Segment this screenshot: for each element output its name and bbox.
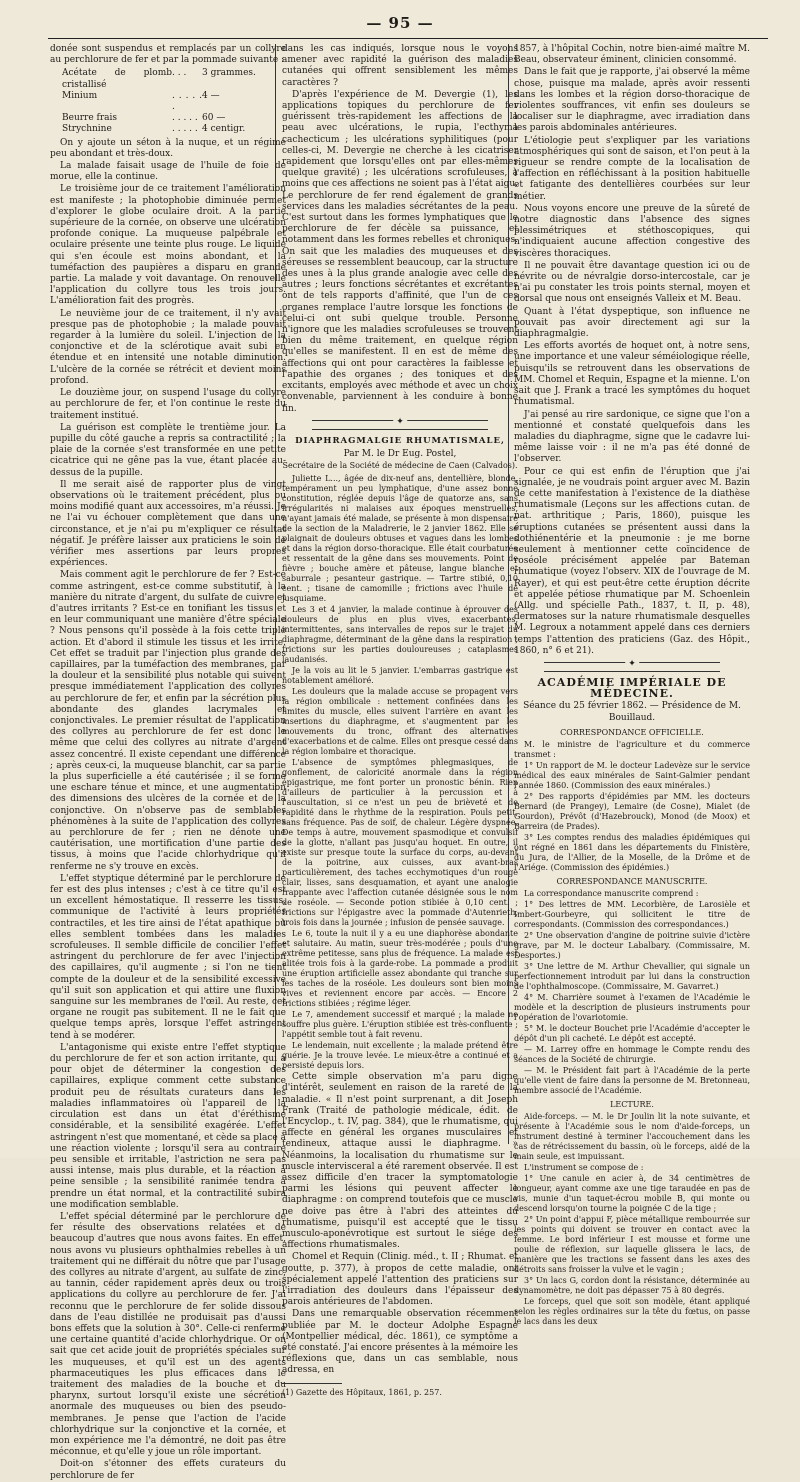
paragraph: Les efforts avortés de hoquet ont, à notre sens, une importance et une valeur séméiologique réelle, puisqu'ils se retrouvent dans les observations de MM. Chomel et Requin, Espagne et la mienne. L'on sait que J. Frank a tracé les symptômes du hoquet rhumatismal. bbox=[514, 341, 750, 408]
paragraph: dans les cas indiqués, lorsque nous le voyons amener avec rapidité la guérison des maladies cutanées qui offrent sensiblement les mêmes caractères ? bbox=[282, 44, 518, 88]
paragraph: 2° Une observation d'angine de poitrine suivie d'ictère grave, par M. le docteur Labalbary. (Commissaire, M. Desportes.) bbox=[514, 931, 750, 961]
column-2 bbox=[282, 44, 519, 1397]
paragraph: Le 7, amendement successif et marqué ; la malade ne souffre plus guère. L'éruption stibiée est très-confluente ; l'appétit semble tout à fait revenu. bbox=[282, 1010, 518, 1040]
paragraph: L'effet spécial déterminé par le perchlorure de fer résulte des observations relatées et de beaucoup d'autres que nous avons faites. En effet, nous avons vu plusieurs ophthalmies rebelles à un traitement qui ne différait du nôtre que par l'usage des collyres au nitrate d'argent, au sulfate de zinc, au tannin, céder rapidement après deux ou trois applications du collyre au perchlorure de fer. J'ai reconnu que le perchlorure de fer solide dissous dans de l'eau distillée ne produisait pas d'aussi bons effets que la solution à 30°. Celle-ci renferme une certaine quantité d'acide chlorhydrique. Or on sait que cet acide jouit de propriétés spéciales sur les muqueuses, et qu'il est un des agents pharmaceutiques les plus efficaces dans le traitement des maladies de la bouche et du pharynx, surtout lorsqu'il existe une sécrétion anormale des muqueuses ou bien des pseudo-membranes. Je pense que l'action de l'acide chlorhydrique sur la conjonctive et la cornée, et mon expérience me l'a démontré, ne doit pas être méconnue, et qu'elle y joue un rôle important. bbox=[50, 1211, 286, 1458]
paragraph: L'antagonisme qui existe entre l'effet styptique du perchlorure de fer et son action irritante, qui a pour objet de déterminer la congestion des capillaires, explique comment cette substance produit peu de résultats curateurs dans les maladies inflammatoires où l'appareil de la circulation est dans un état d'éréthisme considérable, et la sensibilité exagérée. L'effet astringent n'est que momentané, et cède sa place à une réaction violente ; lorsqu'il sera au contraire peu sensible et irritable, l'astriction ne sera pas aussi intense, mais plus durable, et la réaction à peine sensible ; la sensibilité ranimée tendra à prendre un état normal, et la contractilité subira une modification semblable. bbox=[50, 1042, 286, 1210]
paragraph: Il ne pouvait être davantage question ici ou de névrite ou de névralgie dorso-intercostale, car je n'ai pu constater les trois points sternal, moyen et dorsal que nous ont enseignés Valleix et M. Beau. bbox=[514, 260, 750, 305]
paragraph: La malade faisait usage de l'huile de foie de morue, elle la continue. bbox=[50, 161, 286, 183]
paragraph: La guérison est complète le trentième jour. La pupille du côté gauche a repris sa contractilité ; la plaie de la cornée s'est transformée en une petite cicatrice qui ne gêne pas la vue, étant placée au-dessus de la pupille. bbox=[50, 422, 286, 478]
paragraph: Chomel et Requin (Clinig. méd., t. II ; Rhumat. et goutte, p. 377), à propos de cette maladie, ont spécialement appelé l'attention des praticiens sur l'irradiation des douleurs dans l'épaisseur des parois antérieures de l'abdomen. bbox=[282, 1252, 518, 1308]
paragraph: 2° Un point d'appui F, pièce métallique rembourrée sur les points qui doivent se trouver en contact avec la femme. Le bord inférieur I est mousse et forme une poulie de réflexion, sur laquelle glissera le lacs, de manière que les tractions se fassent dans les axes des détroits sans froisser la vulve et le vagin ; bbox=[514, 1215, 750, 1275]
paragraph: D'après l'expérience de M. Devergie (1), les applications topiques du perchlorure de fer guérissent très-rapidement les affections de la peau avec ulcérations, le rupia, l'ecthyma cachecticum ; les ulcérations syphilitiques (pour celles-ci, M. Devergie ne cherche à les cicatriser rapidement que lorsqu'elles ont par elles-mêmes quelque gravité) ; les ulcérations scrofuleuses, à moins que ces affections ne soient pas à l'état aigu. Le perchlorure de fer rend également de grands services dans les maladies sécrétantes de la peau. C'est surtout dans les formes lymphatiques que le perchlorure de fer décèle sa puissance, et notamment dans les formes rebelles et chroniques. On sait que les maladies des muqueuses et des séreuses se ressemblent beaucoup, car la structure des unes à la plus grande analogie avec celle des autres ; leurs fonctions sécrétantes et excrétantes ont de tels rapports d'affinité, que l'un de ces organes remplace l'autre lorsque les fonctions de celui-ci ont subi quelque trouble. Personne n'ignore que les maladies scrofuleuses se trouvent bien du même traitement, en quelque région qu'elles se manifestent. Il en est de même des affections qui ont pour caractères la faiblesse et l'apathie des organes ; des toniques et des excitants, employés avec méthode et avec un choix convenable, parviennent à les conduire à bonne fin. bbox=[282, 89, 518, 414]
footnote: (1) Gazette des Hôpitaux, 1861, p. 257. bbox=[282, 1387, 442, 1397]
paragraph: 1° Une canule en acier à, de 34 centimètres de longueur, ayant comme axe une tige taraudée en pas de vis, munie d'un taquet-écrou mobile B, qui monte ou descend lorsqu'on tourne la poignée C de la tige ; bbox=[514, 1174, 750, 1214]
paragraph: Je la vois au lit le 5 janvier. L'embarras gastrique est notablement amélioré. bbox=[282, 666, 518, 686]
paragraph: Les douleurs que la malade accuse se propagent vers la région ombilicale : nettement confinées dans les limites du muscle, elles suivent l'arrière en avant les insertions du diaphragme, et s'augmentent par les mouvements du tronc, offrant des alternatives d'exacerbations et de calme. Elles ont presque cessé dans la région lombaire et thoracique. bbox=[282, 687, 519, 757]
paragraph: L'effet styptique déterminé par le perchlorure de fer est des plus intenses ; c'est à ce titre qu'il est un excellent hémostatique. Il resserre les tissus, communique de l'activité à leurs propriétés contractiles, et les tire ainsi de l'état apathique où elles semblent tombées dans les maladies scrofuleuses. Il semble difficile de concilier l'effet astringent du perchlorure de fer avec l'injection des capillaires, qu'il augmente ; si l'on ne tient compte de la douleur et de la sensibilité excessive qu'il suit son application et qui attire une fluxion sanguine sur les membranes de l'œil. Au reste, cet organe ne rougit pas subitement. Il ne le fait que quelque temps après, lorsque l'effet astringent tend à se modérer. bbox=[50, 873, 286, 1041]
paragraph: 3° Un lacs G, cordon dont la résistance, déterminée au dynamomètre, ne doit pas dépasser 75 à 80 degrés. bbox=[514, 1276, 750, 1296]
paragraph: Doit-on s'étonner des effets curateurs du perchlorure de fer bbox=[50, 1459, 286, 1481]
prescription-line: Strychnine . . . . . 4 centigr. bbox=[62, 124, 246, 135]
column-3 bbox=[514, 44, 750, 1327]
paragraph: 1° Des lettres de MM. Lecorbière, de Larosièle et Imbert-Gourbeyre, qui sollicitent le titre de correspondants. (Commission des correspondances.) bbox=[514, 900, 750, 930]
paragraph: — M. le Président fait part à l'Académie de la perte qu'elle vient de faire dans la personne de M. Bretonneau, membre associé de l'Académie. bbox=[514, 1066, 750, 1096]
paragraph: Le 6, toute la nuit il y a eu une diaphorèse abondante et salutaire. Au matin, sueur très-modérée ; pouls d'une extrême petitesse, sans plus de fréquence. La malade est alitée trois fois à la garde-robe. La pommade a produit une éruption artificielle assez abondante qui tranche sur les taches de la roséole. Les douleurs sont bien moins vives et reviennent encore par accès. — Encore 2 frictions stibiées ; régime léger. bbox=[282, 929, 518, 1009]
paragraph: 5° M. le docteur Bouchet prie l'Académie d'accepter le dépôt d'un pli cacheté. Le dépôt est accepté. bbox=[514, 1024, 750, 1044]
paragraph: Quant à l'état dyspeptique, son influence ne pouvait pas avoir directement agi sur la diaphragmalgie. bbox=[514, 306, 750, 340]
paragraph: Le troisième jour de ce traitement l'amélioration est manifeste ; la photophobie diminuée permet d'explorer le globe oculaire droit. A la partie supérieure de la cornée, on observe une ulcération profonde conique. La muqueuse palpébrale et oculaire présente une teinte plus rouge. Le liquide qui s'en écoule est moins abondant, et la tuméfaction des paupières a disparu en grande partie. La malade y voit davantage. On renouvelle l'application du collyre tous les trois jours. L'amélioration fait des progrès. bbox=[50, 184, 286, 307]
article-affiliation: Secrétaire de la Société de médecine de Caen (Calvados). bbox=[282, 461, 518, 471]
subsection-heading: CORRESPONDANCE OFFICIELLE. bbox=[560, 727, 704, 737]
footnote-rule bbox=[282, 1383, 342, 1384]
top-rule bbox=[48, 38, 768, 39]
subsection-heading: CORRESPONDANCE MANUSCRITE. bbox=[556, 876, 708, 886]
paragraph: — M. Larrey offre en hommage le Compte rendu des séances de la Société de chirurgie. bbox=[514, 1045, 750, 1065]
paragraph: Aide-forceps. — M. le Dr Joulin lit la note suivante, et présente à l'Académie sous le nom d'aide-forceps, un instrument destiné à terminer l'accouchement dans les cas de rétrécissement du bassin, où le forceps, aidé de la main seule, est impuissant. bbox=[514, 1112, 750, 1162]
paragraph: 3° Une lettre de M. Arthur Chevallier, qui signale un perfectionnement introduit par lui dans la construction de l'ophthalmoscope. (Commissaire, M. Gavarret.) bbox=[514, 962, 750, 992]
paragraph: 2° Des rapports d'épidémies par MM. les docteurs Bernard (de Prangey), Lemaire (de Cosne), Mialet (de Gourdon), Prévôt (d'Hazebrouck), Monod (de Moox) et Barreira (de Prades). bbox=[514, 791, 750, 831]
paragraph: On y ajoute un séton à la nuque, et un régime peu abondant et très-doux. bbox=[50, 137, 286, 159]
paragraph: Le forceps, quel que soit son modèle, étant appliqué selon les règles ordinaires sur la tête du fœtus, on passe le lacs dans les deux bbox=[514, 1297, 750, 1327]
paragraph: Pour ce qui est enfin de l'éruption que j'ai signalée, je ne voudrais point arguer avec M. Bazin de cette manifestation à l'existence de la diathèse rhumatismale (Leçons sur les affections cutan. de nat. arthritique ; Paris, 1860), puisque les éruptions cutanées se présentent aussi dans la dothiénentérie et la pneumonie : je me borne seulement à mentionner cette coïncidence de roséole précisément appelée par Bateman rhumatique (voyez l'observ. XIX de l'ouvrage de M. Rayer), et qui est peut-être cette éruption décrite et appelée pétiose rhumatique par M. Schoenlein (Allg. und spécielle Path., 1837, t. II, p. 48), dermatoses sur la nature rhumatismale desquelles M. Legroux a notamment appelé dans ces derniers temps l'attention des praticiens (Gaz. des Hôpit., 1860, n° 6 et 21). bbox=[514, 466, 750, 656]
subsection-heading: LECTURE. bbox=[610, 1100, 654, 1110]
academy-title: ACADÉMIE IMPÉRIALE DE MÉDECINE. bbox=[537, 675, 727, 701]
paragraph: Le douzième jour, on suspend l'usage du collyre au perchlorure de fer, et l'on continue le reste du traitement institué. bbox=[50, 388, 286, 421]
paragraph: La correspondance manuscrite comprend : bbox=[524, 889, 699, 899]
paragraph: Juliette L..., âgée de dix-neuf ans, dentellière, blonde, tempérament un peu lymphatique, d'une assez bonne constitution, réglée depuis l'âge de quatorze ans, sans irrégularités ni malaises aux époques menstruelles, n'ayant jamais été malade, se présente à mon dispensaire de la section de la Maladrerie, le 2 janvier 1862. Elle se plaignait de douleurs obtuses et vagues dans les lombes et dans la région dorso-thoracique. Elle était courbaturée et ressentait de la gêne dans ses mouvements. Point de fièvre ; bouche amère et pâteuse, langue blanche et saburrale ; pesanteur gastrique. — Tartre stibié, 0,10 cent. ; tisane de camomille ; frictions avec l'huile de jusquiame. bbox=[282, 474, 518, 604]
paragraph: Le lendemain, nuit excellente ; la malade prétend être guérie. Je la trouve levée. Le mieux-être a continué et a persisté depuis lors. bbox=[282, 1041, 518, 1071]
prescription-line: Acétate de plomb cristallisé . . . 3 grammes. bbox=[62, 68, 256, 90]
section-ornament: ✦ bbox=[544, 662, 720, 672]
paragraph: L'absence de symptômes phlegmasiques, de gonflement, de caloricité anormale dans la région épigastrique, me font porter un pronostic bénin. Rien d'ailleurs de particulier à la percussion et à l'auscultation, si ce n'est un peu de brièveté et de rapidité dans le rhythme de la respiration. Pouls petit, sans fréquence. Pas de soif, de chaleur. Légère dyspnée. De temps à autre, mouvement spasmodique et convulsif de la glotte, n'allant pas jusqu'au hoquet. En outre, il existe sur presque toute la surface du corps, au-devant de la poitrine, aux cuisses, aux avant-bras particulièrement, des taches ecchymotiques d'un rouge clair, lisses, sans desquamation, et ayant une analogie frappante avec l'affection cutanée désignée sous le nom de roséole. — Seconde potion stibiée à 0,10 cent. ; frictions sur l'épigastre avec la pommade d'Autenrieth, trois fois dans la journée ; infusion de pensée sauvage. bbox=[282, 758, 518, 928]
paragraph: Les 3 et 4 janvier, la malade continue à éprouver des douleurs de plus en plus vives, exacerbantes, intermittentes, sans intervalles de repos sur le trajet du diaphragme, déterminant de la gêne dans la respiration ; frictions sur les parties douloureuses ; cataplasmes laudanisés. bbox=[282, 605, 518, 665]
paragraph: Cette simple observation m'a paru digne d'intérêt, seulement en raison de la rareté de la maladie. « Il n'est point surprenant, a dit Joseph Frank (Traité de pathologie médicale, édit. de l'Encyclop., t. IV, pag. 384), que le rhumatisme, qui affecte en général les organes musculaires et tendineux, attaque aussi le diaphragme. » Néanmoins, la localisation du rhumatisme sur le muscle intervisceral a été rarement observée. Il est assez difficile d'en tracer la symptomatologie parmi les lésions qui peuvent affecter le diaphragme : on comprend toutefois que ce muscle ne doive pas être à l'abri des atteintes du rhumatisme, puisqu'il est accepté que le tissu musculo-aponévrotique est surtout le siége des affections rhumatismales. bbox=[282, 1072, 518, 1251]
prescription-line: Minium . . . . . . 4 — bbox=[62, 90, 220, 113]
prescription-line: Beurre frais . . . . . 60 — bbox=[62, 113, 226, 124]
paragraph: 1° Un rapport de M. le docteur Ladevèze sur le service médical des eaux minérales de Saint-Galmier pendant l'année 1860. (Commission des eaux minérales.) bbox=[514, 760, 750, 790]
page-number: — 95 — bbox=[366, 14, 434, 32]
section-ornament: ✦ bbox=[312, 420, 488, 430]
paragraph: Il me serait aisé de rapporter plus de vingt observations où le traitement précédent, plus ou moins modifié quant aux accessoires, m'a réussi. Je ne l'ai vu échouer complètement que dans une circonstance, et je n'ai pu m'expliquer ce résultat négatif. Je préfère laisser aux praticiens le soin de vérifier mes assertions par leurs propres expériences. bbox=[50, 479, 286, 569]
prescription bbox=[62, 68, 286, 135]
paragraph: 1857, à l'hôpital Cochin, notre bien-aimé maître M. Beau, observateur éminent, clinicien consommé. bbox=[514, 44, 750, 66]
paragraph: Le neuvième jour de ce traitement, il n'y avait presque pas de photophobie ; la malade pouvait regarder à la lumière du soleil. L'injection de la conjonctive et de la sclérotique avait subi en étendue et en intensité une notable diminution. L'ulcère de la cornée se rétrécit et devient moins profond. bbox=[50, 308, 286, 386]
paragraph: Dans une remarquable observation récemment publiée par M. le docteur Adolphe Espagne (Montpellier médical, déc. 1861), ce symptôme a été constaté. J'ai encore présentes à la mémoire les réflexions que, dans un cas semblable, nous adressa, en bbox=[282, 1309, 518, 1376]
paragraph: L'instrument se compose de : bbox=[524, 1163, 644, 1173]
article-title: DIAPHRAGMALGIE RHUMATISMALE, bbox=[295, 435, 505, 446]
article-byline: Par M. le Dr Eug. Postel, bbox=[343, 448, 457, 459]
paragraph: M. le ministre de l'agriculture et du commerce transmet : bbox=[514, 739, 750, 759]
column-1 bbox=[50, 44, 286, 1481]
paragraph: Mais comment agit le perchlorure de fer ? Est-ce comme astringent, est-ce comme substitutif, à la manière du nitrate d'argent, du sulfate de cuivre et d'autres irritants ? Est-ce en tonifiant les tissus et en leur communiquant une manière d'être spéciale ? Nous pensons qu'il possède à la fois cette triple action. Et d'abord il stimule les tissus et les irrite. Cet effet se traduit par l'injection plus grande des capillaires, par la tuméfaction des membranes, par la douleur et la sensibilité plus notable qui suivent presque immédiatement l'application des collyres au perchlorure de fer, et enfin par la sécrétion plus abondante des glandes lacrymales et conjonctivales. Le premier résultat de l'application des collyres au perchlorure de fer est donc le même que celui des collyres au nitrate d'argent assez concentré. Il existe cependant une différence ; après ceux-ci, la muqueuse blanchit, car sa partie la plus superficielle a été cautérisée ; il se forme une eschare ténue et mince, et une augmentation des dimensions des ulcères de la cornée et de la conjonctive. On n'observe pas de semblables phénomènes à la suite de l'application des collyres au perchlorure de fer ; rien ne dénote une cautérisation, une mortification d'une partie des tissus, à moins que l'acide chlorhydrique qu'il renferme ne s'y trouve en excès. bbox=[50, 570, 286, 872]
paragraph: donée sont suspendus et remplacés par un collyre au perchlorure de fer et par la pommade suivante : bbox=[50, 44, 286, 66]
session-line: Séance du 25 février 1862. — Présidence de M. Bouillaud. bbox=[523, 701, 741, 723]
paragraph: L'étiologie peut s'expliquer par les variations atmosphériques qui sont de saison, et l'on peut à la rigueur se rendre compte de la localisation de l'affection en réfléchissant à la position habituelle et fatigante des dentellières courbées sur leur métier. bbox=[514, 135, 750, 202]
paragraph: Nous voyons encore une preuve de la sûreté de notre diagnostic dans l'absence des signes plessimétriques et stéthoscopiques, qui n'indiquaient aucune affection congestive des viscères thoraciques. bbox=[514, 203, 750, 259]
paragraph: 3° Les comptes rendus des maladies épidémiques qui ont régné en 1861 dans les départements du Finistère, du Jura, de l'Allier, de la Moselle, de la Drôme et de l'Ariége. (Commission des épidémies.) bbox=[514, 832, 750, 872]
paragraph: Dans le fait que je rapporte, j'ai observé la même chose, puisque ma malade, après avoir ressenti dans les lombes et la région dorso-thoracique de violentes souffrances, vit enfin ses douleurs se localiser sur le diaphragme, avec irradiation dans les parois abdominales antérieures. bbox=[514, 67, 750, 134]
paragraph: J'ai pensé au rire sardonique, ce signe que l'on a mentionné et constaté quelquefois dans les maladies du diaphragme, signe que le cadavre lui-même laisse voir : il ne m'a pas été donné de l'observer. bbox=[514, 409, 750, 465]
paragraph: 4° M. Charrière soumet à l'examen de l'Académie le modèle et la description de plusieurs instruments pour l'opération de l'ovariotomie. bbox=[514, 993, 750, 1023]
